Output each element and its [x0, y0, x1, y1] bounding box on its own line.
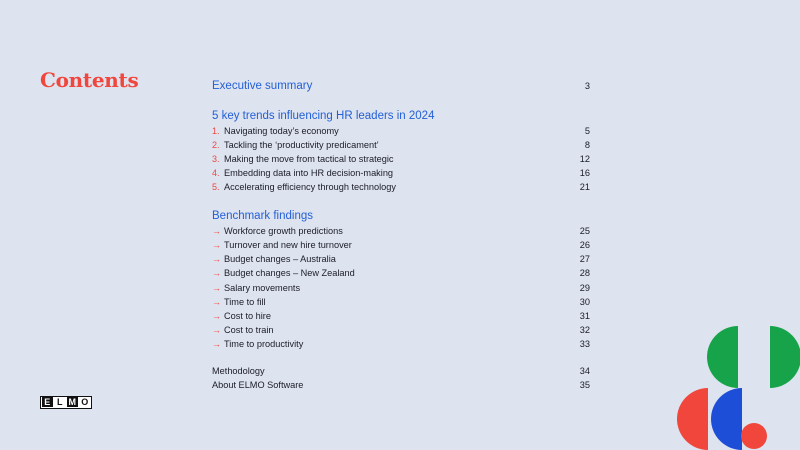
item-number: 2.	[212, 140, 220, 150]
toc-heading-label: Executive summary	[212, 80, 313, 92]
page-number: 34	[579, 366, 590, 376]
arrow-right-icon: →	[212, 283, 221, 293]
page-title: Contents	[40, 68, 139, 92]
page-number: 12	[579, 154, 590, 164]
page-number: 29	[579, 283, 590, 293]
toc-item-benchmark-6[interactable]	[212, 295, 590, 309]
elmo-logo	[40, 396, 92, 409]
toc-item-label: Cost to hire	[224, 311, 271, 321]
table-of-contents	[212, 0, 590, 450]
page-number: 27	[579, 254, 590, 264]
toc-item-benchmark-2[interactable]	[212, 238, 590, 252]
toc-item-label: Workforce growth predictions	[224, 226, 343, 236]
toc-item-trend-2[interactable]	[212, 138, 590, 152]
toc-item-benchmark-9[interactable]	[212, 337, 590, 351]
page-number: 35	[579, 380, 590, 390]
arrow-right-icon: →	[212, 311, 221, 321]
page-number: 31	[579, 311, 590, 321]
item-number: 3.	[212, 154, 220, 164]
toc-item-label: Making the move from tactical to strategic	[224, 154, 394, 164]
section-heading-label: 5 key trends influencing HR leaders in 2024	[212, 110, 435, 122]
section-heading-benchmark	[212, 207, 590, 225]
section-heading-label: Benchmark findings	[212, 210, 313, 222]
green-half-circle-left	[707, 326, 738, 388]
toc-item-label: About ELMO Software	[212, 380, 304, 390]
toc-item-label: Cost to train	[224, 325, 274, 335]
toc-item-trend-1[interactable]	[212, 124, 590, 138]
toc-item-benchmark-3[interactable]	[212, 252, 590, 266]
arrow-right-icon: →	[212, 254, 221, 264]
item-number: 1.	[212, 126, 220, 136]
page-number: 25	[579, 226, 590, 236]
toc-item-benchmark-1[interactable]	[212, 224, 590, 238]
toc-item-label: Time to productivity	[224, 339, 304, 349]
toc-item-label: Time to fill	[224, 297, 266, 307]
arrow-right-icon: →	[212, 268, 221, 278]
toc-item-label: Tackling the ‘productivity predicament’	[224, 140, 379, 150]
toc-item-trend-4[interactable]	[212, 166, 590, 180]
page-number: 5	[584, 126, 590, 136]
arrow-right-icon: →	[212, 297, 221, 307]
toc-item-label: Embedding data into HR decision-making	[224, 168, 394, 178]
decorative-shapes	[670, 320, 800, 450]
page-number: 16	[579, 168, 590, 178]
green-half-circle-right	[770, 326, 800, 388]
arrow-right-icon: →	[212, 325, 221, 335]
page-number: 3	[584, 81, 590, 91]
toc-item-label: Budget changes – New Zealand	[224, 268, 355, 278]
item-number: 5.	[212, 182, 220, 192]
toc-item-label: Navigating today’s economy	[224, 126, 339, 136]
logo-letter: O	[79, 397, 91, 407]
toc-item-benchmark-4[interactable]	[212, 266, 590, 280]
toc-item-label: Budget changes – Australia	[224, 254, 336, 264]
toc-item-benchmark-5[interactable]	[212, 281, 590, 295]
toc-item-label: Accelerating efficiency through technology	[224, 182, 396, 192]
toc-item-label: Salary movements	[224, 283, 301, 293]
toc-item-benchmark-8[interactable]	[212, 323, 590, 337]
red-dot	[741, 423, 767, 449]
toc-executive-summary[interactable]	[212, 77, 590, 95]
page-number: 32	[579, 325, 590, 335]
arrow-right-icon: →	[212, 339, 221, 349]
toc-item-trend-5[interactable]	[212, 180, 590, 194]
blue-half-circle	[711, 388, 742, 450]
arrow-right-icon: →	[212, 226, 221, 236]
page-number: 28	[579, 268, 590, 278]
page-number: 26	[579, 240, 590, 250]
logo-letter: M	[68, 397, 76, 407]
logo-letter: L	[54, 397, 66, 407]
page-number: 21	[579, 182, 590, 192]
toc-item-trend-3[interactable]	[212, 152, 590, 166]
item-number: 4.	[212, 168, 220, 178]
toc-item-label: Methodology	[212, 366, 265, 376]
toc-item-about[interactable]	[212, 378, 590, 392]
toc-item-benchmark-7[interactable]	[212, 309, 590, 323]
page-number: 30	[579, 297, 590, 307]
logo-letter: E	[42, 397, 54, 407]
arrow-right-icon: →	[212, 240, 221, 250]
section-heading-trends	[212, 107, 590, 125]
page-number: 33	[579, 339, 590, 349]
toc-item-label: Turnover and new hire turnover	[224, 240, 352, 250]
toc-item-methodology[interactable]	[212, 364, 590, 378]
page-number: 8	[584, 140, 590, 150]
red-half-circle	[677, 388, 708, 450]
